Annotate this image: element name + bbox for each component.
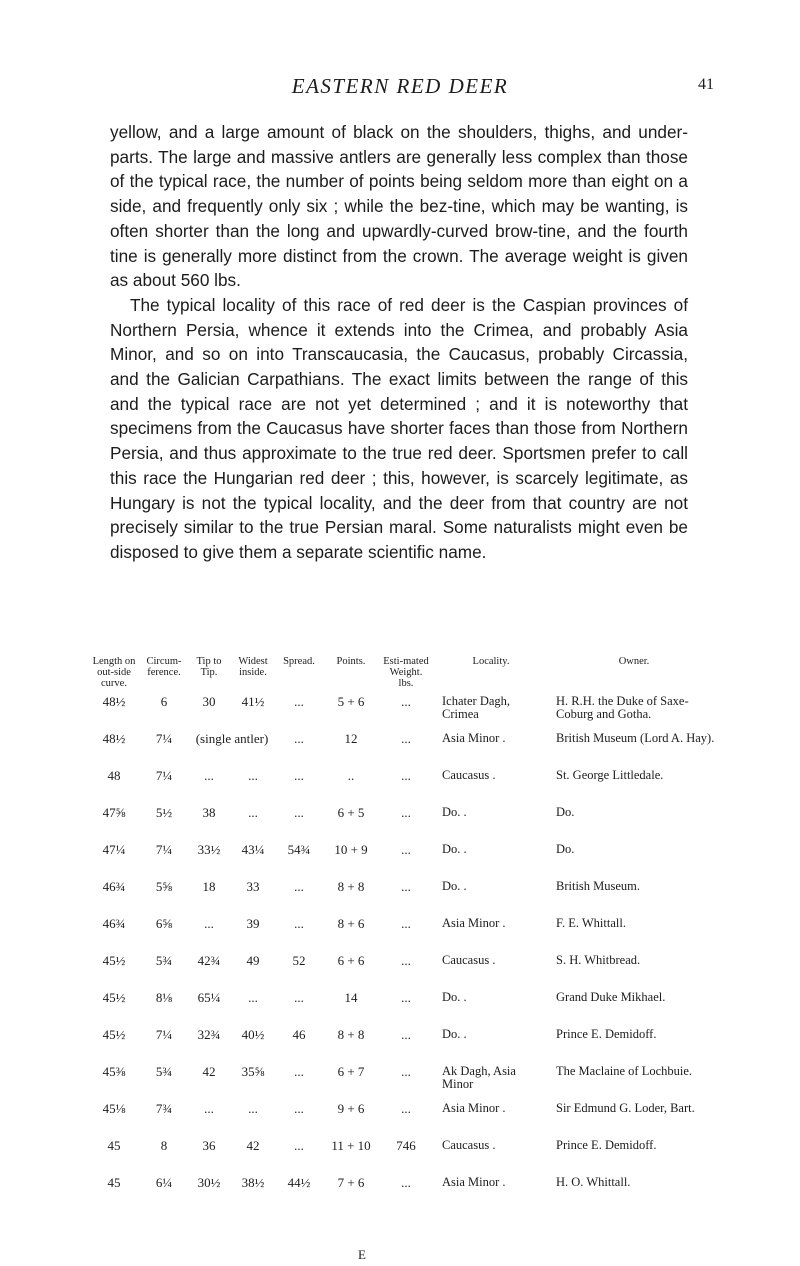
table-cell: ... [401, 1064, 411, 1079]
table-cell: Do. . [442, 805, 467, 819]
table-cell: ... [401, 768, 411, 783]
paragraph: The typical locality of this race of red deer is the Caspian provinces of Northern Persia, whence it extends into the Crimea, and probably Asia Minor, and so on into Transcaucasia, the Caucasus, probably Circassia, and the Galician Carpathians. The exact limits between the range of this and the typical race are not yet determined ; and it is noteworthy that specimens from the Caucasus have shorter faces than those from Northern Persia, and thus approximate to the true red deer. Sportsmen prefer to call this race the Hungarian red deer ; this, however, is scarcely legitimate, as Hungary is not the typical locality, and the deer from that country are not precisely similar to the true Persian maral. Some naturalists might even be disposed to give them a separate scientific name. [110, 294, 688, 562]
table-cell: 8 + 8 [337, 879, 365, 894]
table-cell: ... [401, 842, 411, 857]
table-cell: Do. . [442, 1027, 467, 1041]
table-cell: 10 + 9 [334, 842, 368, 857]
table-cell: ... [294, 805, 304, 820]
table-cell: 33 [246, 879, 260, 894]
table-cell: Sir Edmund G. Loder, Bart. [556, 1101, 695, 1115]
table-cell: Do. [556, 805, 575, 819]
table-cell: 6 + 5 [337, 805, 365, 820]
table-cell: 12 [344, 731, 358, 746]
table-cell: ... [294, 1064, 304, 1079]
table-cell: 48 [107, 768, 121, 783]
table-row [88, 1065, 718, 1102]
table-cell: 45½ [102, 990, 126, 1005]
table-cell: ... [401, 916, 411, 931]
table-cell: ... [204, 768, 214, 783]
table-cell: 11 + 10 [331, 1138, 371, 1153]
table-cell: ... [294, 731, 304, 746]
table-cell: 30½ [197, 1175, 221, 1190]
table-cell: ... [294, 916, 304, 931]
table-row [88, 917, 718, 954]
table-cell: 38½ [241, 1175, 265, 1190]
column-header: Spread. [283, 656, 315, 667]
table-cell: 5 + 6 [337, 694, 365, 709]
running-title: EASTERN RED DEER [291, 74, 509, 98]
table-cell: H. O. Whittall. [556, 1175, 631, 1189]
table-cell: 46¾ [102, 879, 126, 894]
table-cell: 5½ [155, 805, 173, 820]
table-cell: 6¼ [155, 1175, 173, 1190]
table-row [88, 880, 718, 917]
page-number: 41 [698, 76, 714, 93]
table-cell: ... [294, 879, 304, 894]
table-cell: 30 [202, 694, 216, 709]
table-cell: 45 [107, 1138, 121, 1153]
table-cell: 7¼ [155, 731, 173, 746]
table-cell: ... [401, 805, 411, 820]
table-cell: ... [401, 953, 411, 968]
table-cell: 18 [202, 879, 216, 894]
table-cell: 65¼ [197, 990, 221, 1005]
table-cell: .. [347, 768, 355, 783]
table-row [88, 1176, 718, 1213]
table-cell: Do. . [442, 842, 467, 856]
table-cell: 48½ [102, 731, 126, 746]
table-cell: 14 [344, 990, 358, 1005]
table-row [88, 1139, 718, 1176]
table-cell: 8⅛ [155, 990, 173, 1005]
table-body [88, 695, 718, 1213]
table-cell: (single antler) [195, 731, 269, 746]
table-row [88, 1102, 718, 1139]
signature-mark: E [358, 1247, 366, 1262]
table-cell: Ak Dagh, Asia Minor [442, 1064, 516, 1091]
table-cell: ... [401, 990, 411, 1005]
table-cell: 32¾ [197, 1027, 221, 1042]
table-cell: St. George Littledale. [556, 768, 664, 782]
table-row [88, 991, 718, 1028]
table-cell: Do. . [442, 879, 467, 893]
table-cell: 41½ [241, 694, 265, 709]
table-cell: Do. . [442, 990, 467, 1004]
table-cell: 8 [160, 1138, 168, 1153]
table-cell: F. E. Whittall. [556, 916, 626, 930]
table-row [88, 1028, 718, 1065]
table-cell: 47¼ [102, 842, 126, 857]
table-cell: 35⅝ [241, 1064, 265, 1079]
table-cell: 7¾ [155, 1101, 173, 1116]
table-row [88, 732, 718, 769]
table-cell: 45⅛ [102, 1101, 126, 1116]
table-cell: 7¼ [155, 842, 173, 857]
table-cell: 6 + 6 [337, 953, 365, 968]
table-cell: Ichater Dagh, Crimea [442, 694, 511, 721]
column-header: Esti-mated Weight. lbs. [383, 656, 429, 689]
table-cell: 36 [202, 1138, 216, 1153]
table-cell: 7 + 6 [337, 1175, 365, 1190]
table-cell: ... [248, 990, 258, 1005]
table-cell: 42 [202, 1064, 216, 1079]
column-header: Length on out-side curve. [92, 656, 136, 689]
table-cell: 7¼ [155, 768, 173, 783]
table-cell: H. R.H. the Duke of Saxe-Coburg and Gotha. [556, 694, 689, 721]
table-cell: 5⅝ [155, 879, 173, 894]
table-cell: Caucasus . [442, 1138, 496, 1152]
table-row [88, 806, 718, 843]
table-cell: 39 [246, 916, 260, 931]
table-row [88, 695, 718, 732]
paragraph: yellow, and a large amount of black on the shoulders, thighs, and under-parts. The large and massive antlers are generally less complex than those of the typical race, the number of points being seldom more than eight on a side, and frequently only six ; while the bez-tine, which may be wanting, is often shorter than the long and upwardly-curved brow-tine, and the fourth tine is generally more distinct from the crown. The average weight is given as about 560 lbs. [110, 122, 688, 291]
table-cell: 5¾ [155, 1064, 173, 1079]
table-cell: 45½ [102, 953, 126, 968]
table-cell: British Museum (Lord A. Hay). [556, 731, 715, 745]
table-cell: British Museum. [556, 879, 641, 893]
table-cell: ... [401, 731, 411, 746]
table-cell: ... [294, 990, 304, 1005]
table-cell: 38 [202, 805, 216, 820]
table-cell: 42¾ [197, 953, 221, 968]
table-cell: The Maclaine of Lochbuie. [556, 1064, 693, 1078]
table-row [88, 843, 718, 880]
table-cell: 45½ [102, 1027, 126, 1042]
table-header-row [88, 656, 718, 695]
table-cell: Asia Minor . [442, 916, 506, 930]
table-cell: ... [294, 1138, 304, 1153]
page-header [0, 74, 800, 104]
table-cell: 52 [292, 953, 306, 968]
table-cell: 6 [160, 694, 168, 709]
table-cell: ... [248, 1101, 258, 1116]
table-cell: ... [401, 1027, 411, 1042]
table-cell: 8 + 8 [337, 1027, 365, 1042]
column-header: Locality. [472, 656, 510, 667]
table-cell: Caucasus . [442, 768, 496, 782]
table-cell: 48½ [102, 694, 126, 709]
table-cell: ... [294, 694, 304, 709]
table-cell: Asia Minor . [442, 1175, 506, 1189]
table-cell: ... [294, 768, 304, 783]
table-cell: 44½ [287, 1175, 311, 1190]
table-cell: ... [401, 1175, 411, 1190]
table-cell: 45 [107, 1175, 121, 1190]
table-cell: Asia Minor . [442, 731, 506, 745]
antler-measurements-table [88, 656, 718, 1213]
table-cell: ... [248, 768, 258, 783]
table-cell: 49 [246, 953, 260, 968]
table-cell: 7¼ [155, 1027, 173, 1042]
table-cell: 8 + 6 [337, 916, 365, 931]
table-cell: Prince E. Demidoff. [556, 1027, 657, 1041]
table-cell: 47⅝ [102, 805, 126, 820]
table-cell: ... [248, 805, 258, 820]
table-cell: 6 + 7 [337, 1064, 365, 1079]
table-cell: 746 [396, 1138, 416, 1153]
table-cell: ... [401, 879, 411, 894]
table-row [88, 769, 718, 806]
column-header: Widest inside. [238, 656, 268, 678]
table-cell: 33½ [197, 842, 221, 857]
table-cell: ... [294, 1101, 304, 1116]
table-cell: 9 + 6 [337, 1101, 365, 1116]
column-header: Tip to Tip. [196, 656, 222, 678]
table-cell: ... [204, 916, 214, 931]
table-cell: Prince E. Demidoff. [556, 1138, 657, 1152]
table-cell: 5¾ [155, 953, 173, 968]
table-cell: Asia Minor . [442, 1101, 506, 1115]
column-header: Owner. [618, 656, 650, 667]
table-cell: 46¾ [102, 916, 126, 931]
table-cell: 42 [246, 1138, 260, 1153]
body-text [110, 120, 688, 565]
table-cell: Grand Duke Mikhael. [556, 990, 666, 1004]
table-cell: Caucasus . [442, 953, 496, 967]
table-cell: 40½ [241, 1027, 265, 1042]
table-cell: ... [401, 694, 411, 709]
column-header: Points. [336, 656, 366, 667]
table-cell: Do. [556, 842, 575, 856]
table-row [88, 954, 718, 991]
table-cell: ... [401, 1101, 411, 1116]
table-cell: 43¼ [241, 842, 265, 857]
table-cell: ... [204, 1101, 214, 1116]
table-cell: S. H. Whitbread. [556, 953, 641, 967]
table-cell: 54¾ [287, 842, 311, 857]
table-cell: 45⅜ [102, 1064, 126, 1079]
table-cell: 6⅝ [155, 916, 173, 931]
table-cell: 46 [292, 1027, 306, 1042]
column-header: Circum-ference. [146, 656, 182, 678]
